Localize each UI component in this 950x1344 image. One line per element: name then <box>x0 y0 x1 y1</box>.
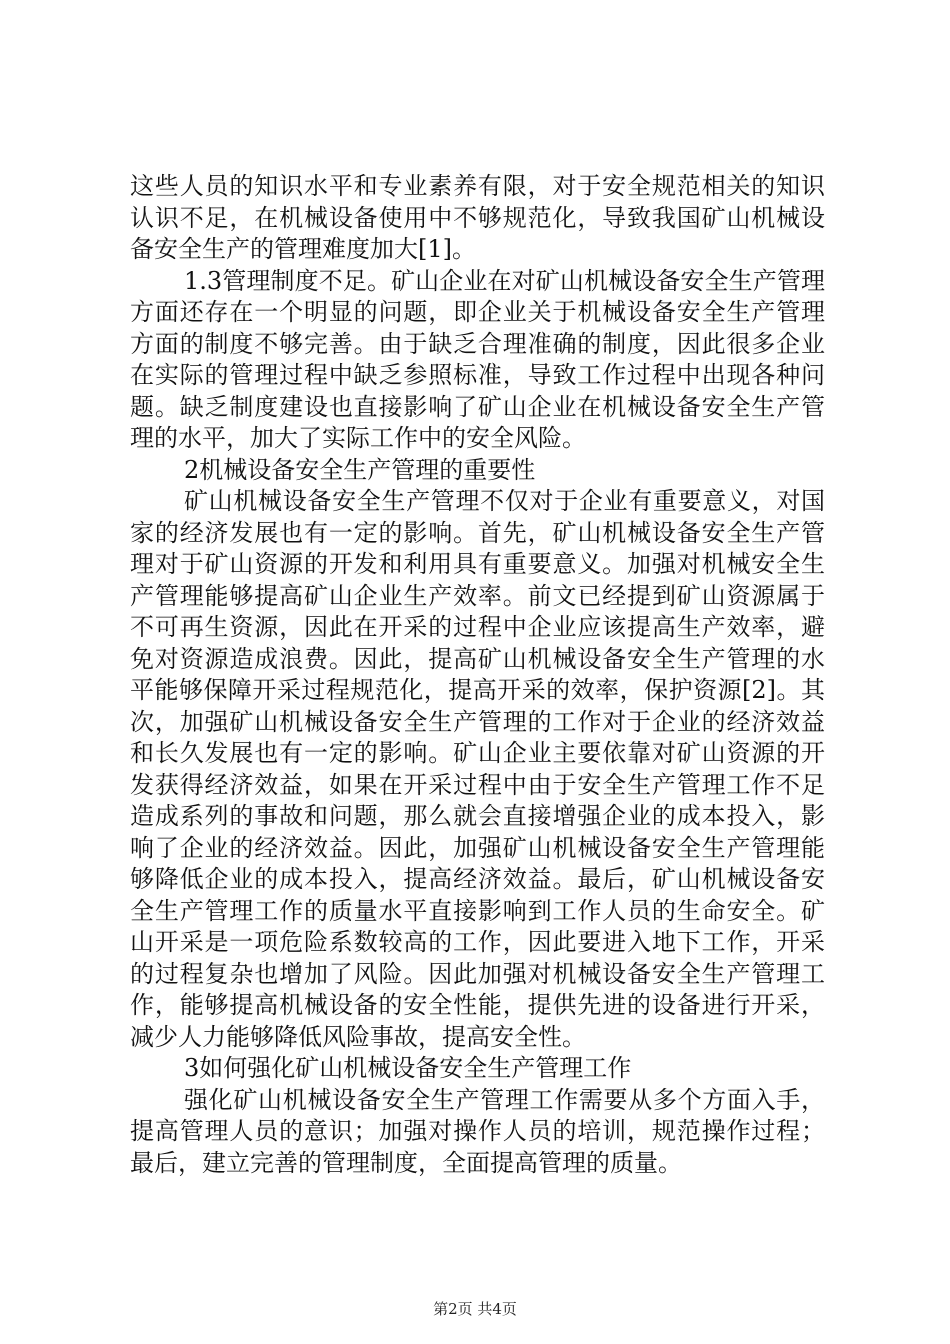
paragraph-section-1-3: 1.3管理制度不足。矿山企业在对矿山机械设备安全生产管理方面还存在一个明显的问题，即企业关于机械设备安全生产管理方面的制度不够完善。由于缺乏合理准确的制度，因此很多企业在实际的管理过程中缺乏参照标准，导致工作过程中出现各种问题。缺乏制度建设也直接影响了矿山企业在机械设备安全生产管理的水平，加大了实际工作中的安全风险。 <box>130 266 825 452</box>
heading-section-2: 2机械设备安全生产管理的重要性 <box>184 455 536 484</box>
page-footer: 第2页 共4页 <box>433 1300 517 1318</box>
document-body <box>130 171 825 1179</box>
paragraph-continuation: 这些人员的知识水平和专业素养有限，对于安全规范相关的知识认识不足，在机械设备使用中不够规范化，导致我国矿山机械设备安全生产的管理难度加大[1]。 <box>130 172 825 263</box>
paragraph-section-2-body: 矿山机械设备安全生产管理不仅对于企业有重要意义，对国家的经济发展也有一定的影响。首先，矿山机械设备安全生产管理对于矿山资源的开发和利用具有重要意义。加强对机械安全生产管理能够提高矿山企业生产效率。前文已经提到矿山资源属于不可再生资源，因此在开采的过程中企业应该提高生产效率，避免对资源造成浪费。因此，提高矿山机械设备安全生产管理的水平能够保障开采过程规范化，提高开采的效率，保护资源[2]。其次，加强矿山机械设备安全生产管理的工作对于企业的经济效益和长久发展也有一定的影响。矿山企业主要依靠对矿山资源的开发获得经济效益，如果在开采过程中由于安全生产管理工作不足造成系列的事故和问题，那么就会直接增强企业的成本投入，影响了企业的经济效益。因此，加强矿山机械设备安全生产管理能够降低企业的成本投入，提高经济效益。最后，矿山机械设备安全生产管理工作的质量水平直接影响到工作人员的生命安全。矿山开采是一项危险系数较高的工作，因此要进入地下工作，开采的过程复杂也增加了风险。因此加强对机械设备安全生产管理工作，能够提高机械设备的安全性能，提供先进的设备进行开采，减少人力能够降低风险事故，提高安全性。 <box>130 487 825 1051</box>
paragraph-section-3-body: 强化矿山机械设备安全生产管理工作需要从多个方面入手，提高管理人员的意识；加强对操作人员的培训，规范操作过程；最后，建立完善的管理制度，全面提高管理的质量。 <box>130 1085 825 1177</box>
heading-section-3: 3如何强化矿山机械设备安全生产管理工作 <box>184 1054 632 1082</box>
